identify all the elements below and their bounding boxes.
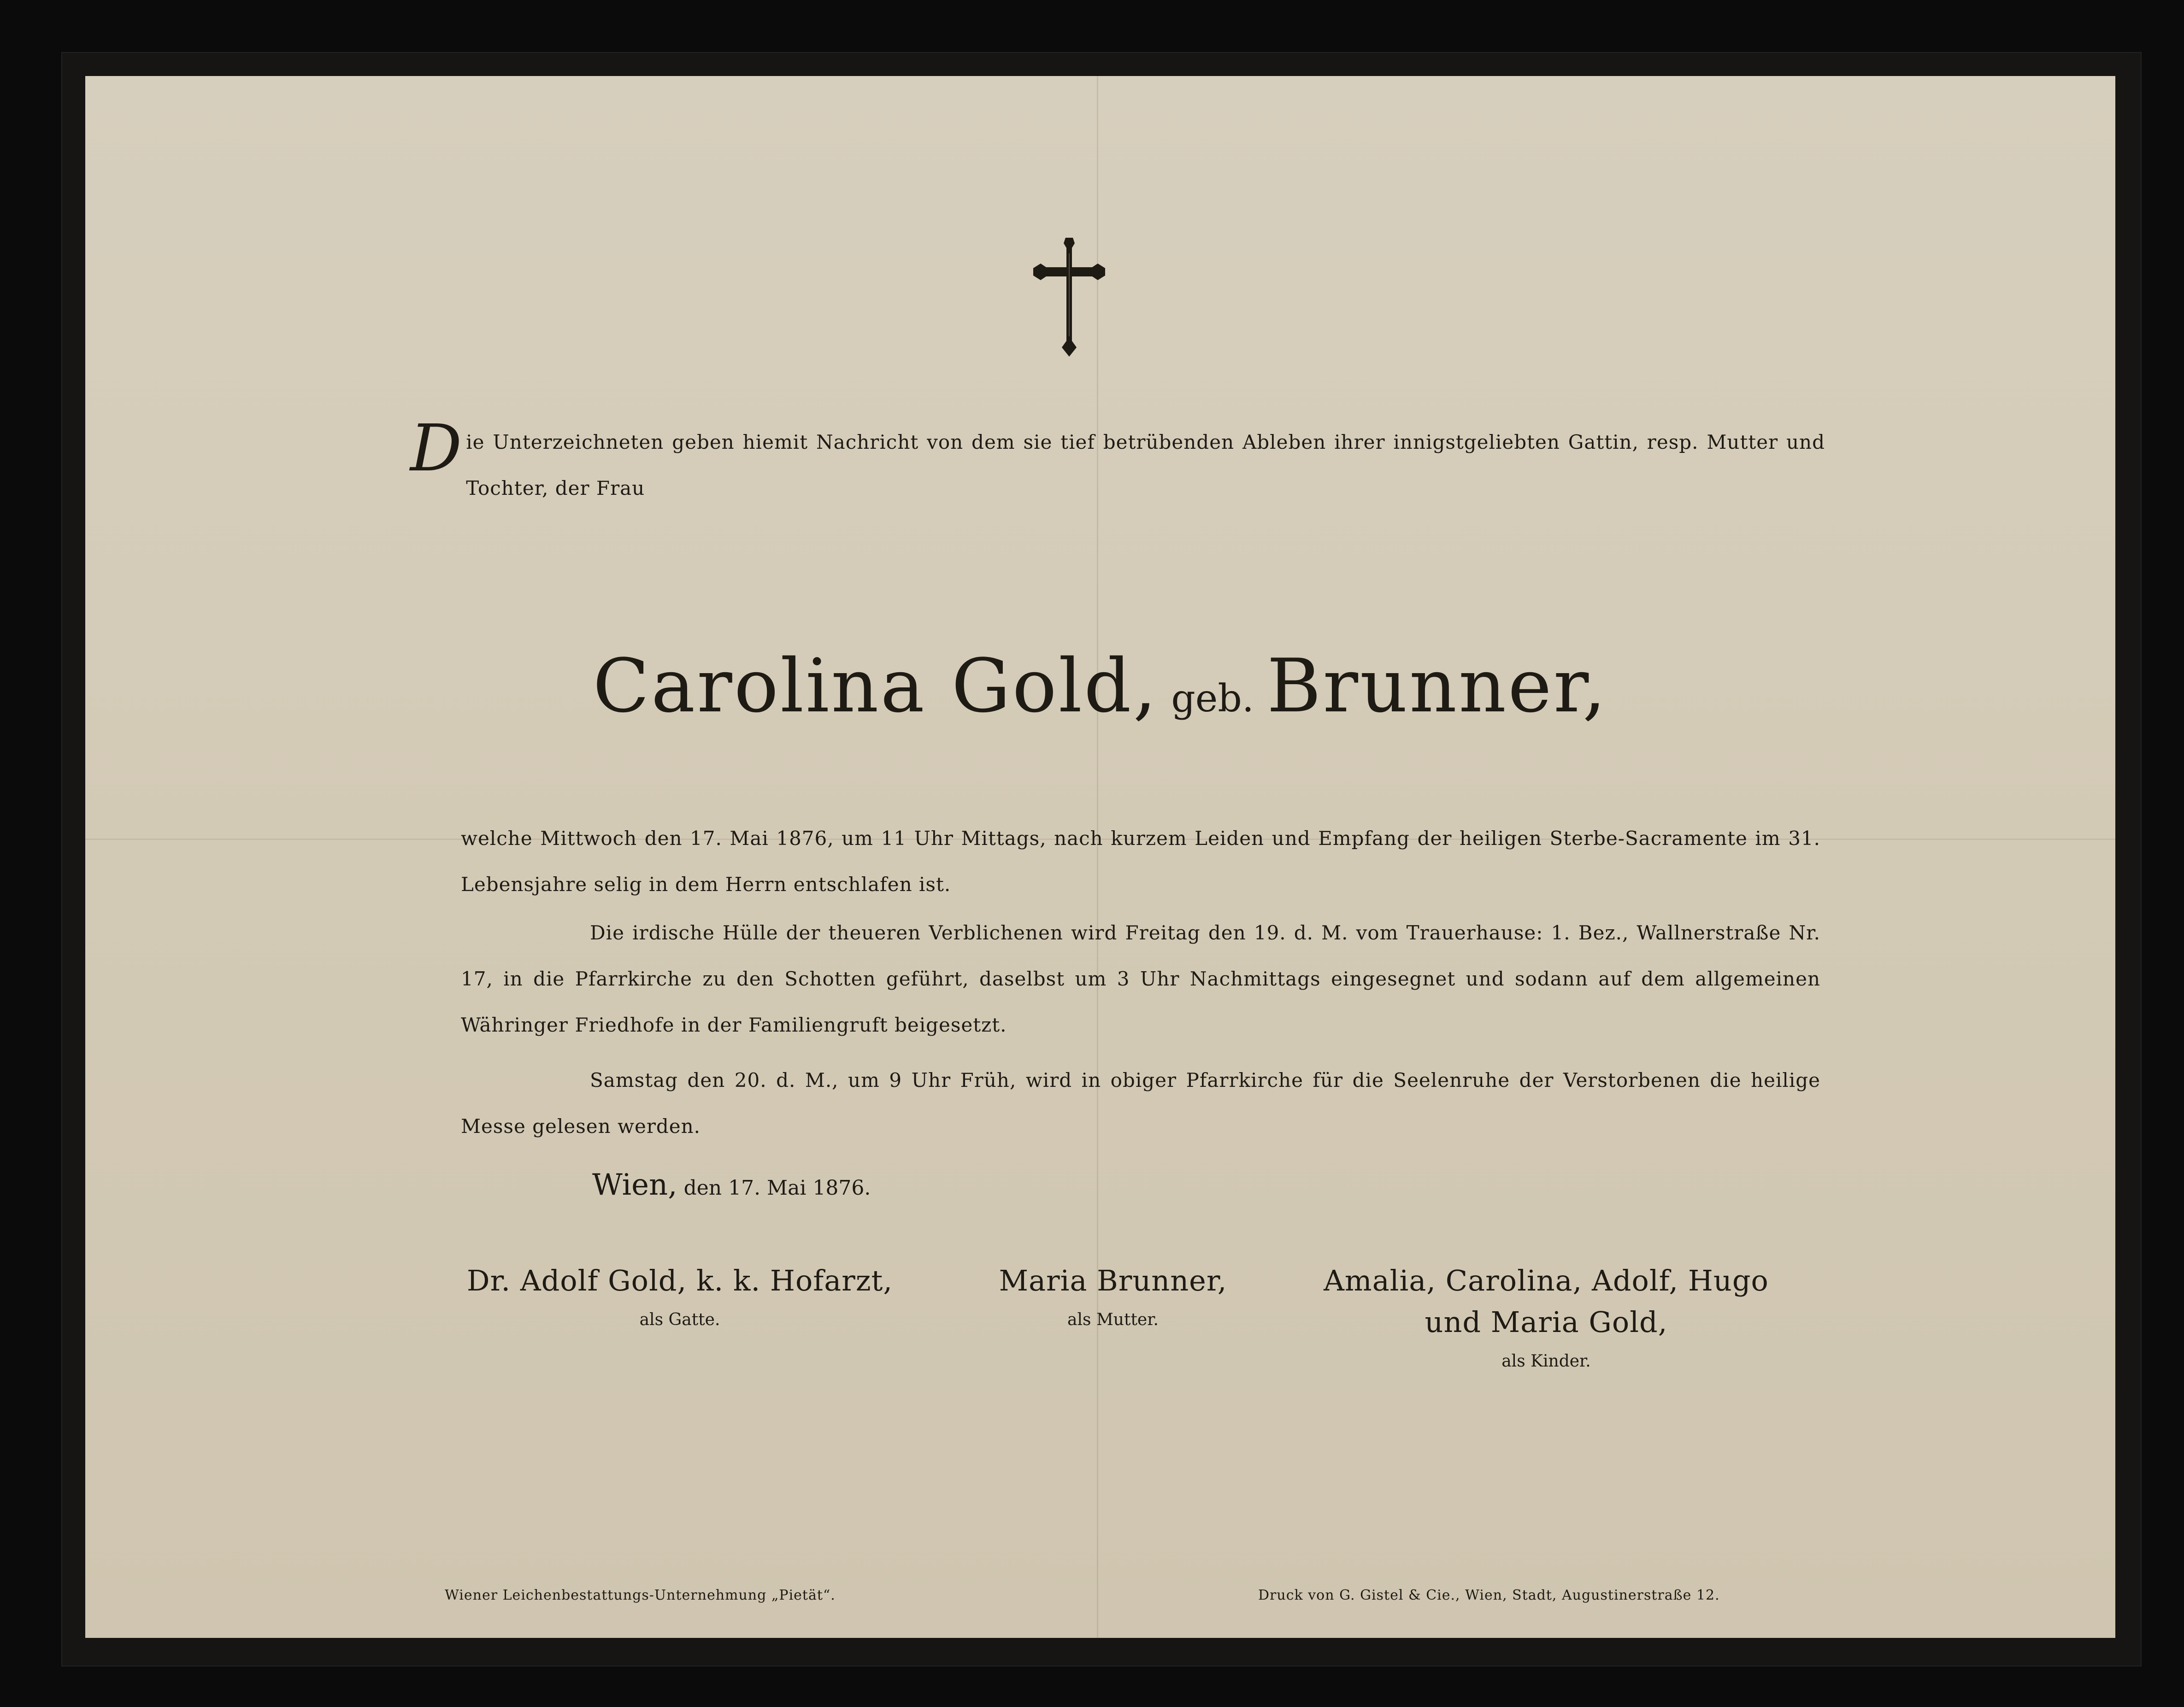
signatory-husband <box>426 1260 933 1338</box>
signatory-children <box>1293 1260 1800 1380</box>
signatory-name: Maria Brunner, <box>999 1264 1227 1297</box>
intro-paragraph <box>410 411 1825 511</box>
nee-label: geb. <box>1171 677 1254 721</box>
place-date <box>592 1168 871 1202</box>
signatory-mother <box>859 1260 1366 1338</box>
deceased-name <box>85 643 2115 729</box>
signatory-role: als Mutter. <box>1067 1310 1159 1329</box>
burial-paragraph: Die irdische Hülle der theueren Verblichenen wird Freitag den 19. d. M. vom Trauerhause: 1. Bez., Wallnerstraße Nr. 17, in die Pfarrkirche zu den Schotten geführt, daselbst um 3 Uhr Nachmittags eingesegnet und sodann auf dem allgemeinen Währinger Friedhofe in der Familiengruft beigesetzt. <box>461 921 1820 1036</box>
signatory-role: als Gatte. <box>639 1310 720 1329</box>
date: den 17. Mai 1876. <box>683 1176 871 1200</box>
intro-text: ie Unterzeichneten geben hiemit Nachricht von dem sie tief betrübenden Ableben ihrer innigstgeliebten Gattin, resp. Mutter und Tochter, der Frau <box>466 431 1825 499</box>
drop-cap: D <box>410 411 463 486</box>
cross-icon <box>1023 235 1115 359</box>
mass-paragraph: Samstag den 20. d. M., um 9 Uhr Früh, wird in obiger Pfarrkirche für die Seelenruhe der Verstorbenen die heilige Messe gelesen werden. <box>461 1069 1820 1138</box>
signatory-name: Dr. Adolf Gold, k. k. Hofarzt, <box>466 1264 893 1297</box>
death-notice-sheet <box>85 76 2115 1638</box>
undertaker-imprint: Wiener Leichenbestattungs-Unternehmung „Pietät“. <box>445 1587 836 1603</box>
death-paragraph: welche Mittwoch den 17. Mai 1876, um 11 Uhr Mittags, nach kurzem Leiden und Empfang der heiligen Sterbe-Sacramente im 31. Lebensjahre selig in dem Herrn entschlafen ist. <box>461 827 1820 896</box>
printer-imprint: Druck von G. Gistel & Cie., Wien, Stadt, Augustinerstraße 12. <box>1258 1587 1720 1603</box>
deceased-married-name: Carolina Gold, <box>593 643 1159 729</box>
signatory-name: Amalia, Carolina, Adolf, Hugo <box>1324 1264 1769 1297</box>
deceased-maiden-name: Brunner, <box>1266 643 1608 729</box>
signatory-name-continued: und Maria Gold, <box>1425 1305 1668 1339</box>
signatory-role: als Kinder. <box>1501 1352 1591 1371</box>
place: Wien, <box>592 1168 677 1202</box>
